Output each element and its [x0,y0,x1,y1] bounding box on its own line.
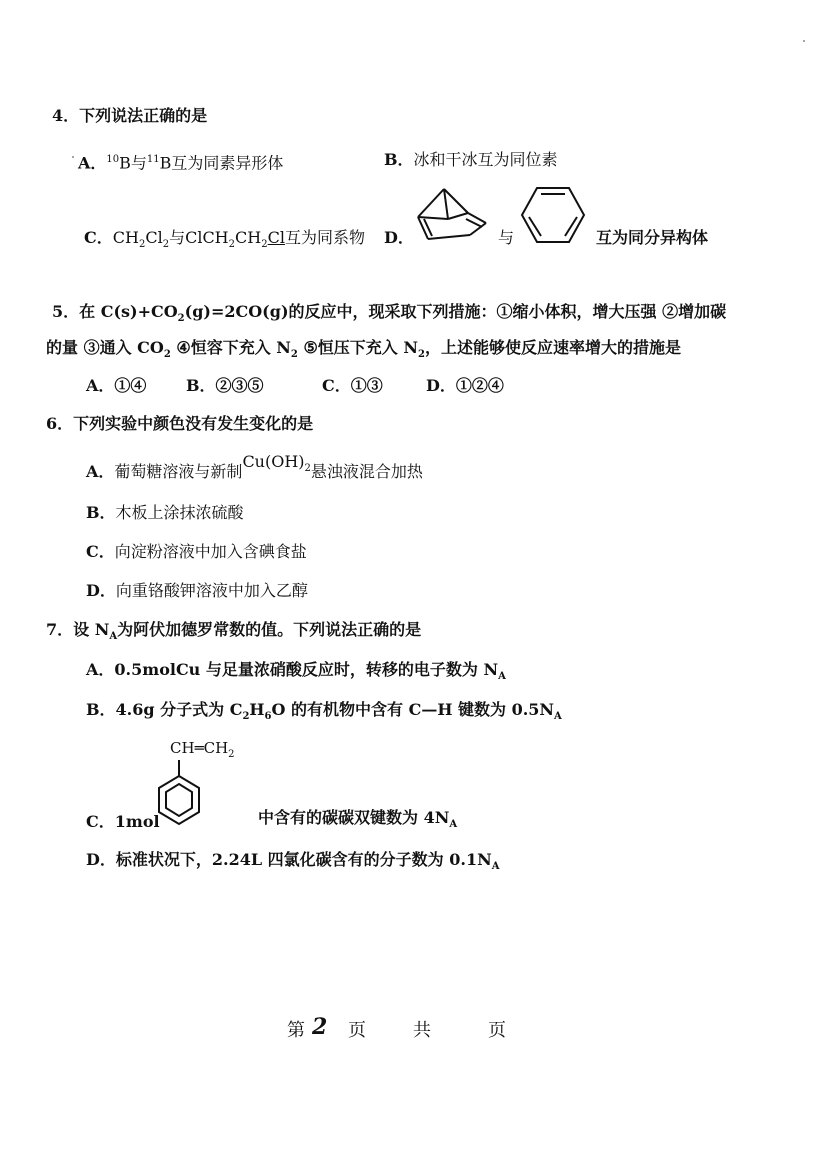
q5-stem-f: ，上述能够使反应速率增大的措施是 [424,338,681,357]
q6-d-text: 向重铬酸钾溶液中加入乙醇 [115,581,308,600]
q4-d-mid: 与 [498,228,515,247]
q5-option-b[interactable] [186,376,264,396]
q5-d-text: ①②④ [455,376,504,395]
scan-speck [72,156,74,158]
scan-speck [803,40,805,42]
q4-option-a[interactable] [78,150,283,173]
q6-option-d[interactable] [86,581,308,601]
q4-a-sup2: 11 [146,154,160,165]
q7-stem-a: 7．设 N [46,620,110,639]
q7-a-sub: A [498,671,506,683]
footer-page-number: 2 [312,1014,328,1040]
q5-stem-e: ⑤恒压下充入 N [297,338,419,357]
q6-option-a[interactable] [86,452,423,489]
q5-a-text: ①④ [114,376,147,395]
q5-d-label: D． [426,376,456,395]
q5-option-a[interactable] [86,376,146,396]
q6-a-pre: 葡萄糖溶液与新制 [114,462,243,481]
q5-sub: 2 [163,349,171,361]
q7-option-a[interactable] [86,660,506,687]
q7-c-post: 中含有的碳碳双键数为 4N [258,808,450,827]
q4-a-mid2: B互为同素异形体 [159,153,284,173]
q7-d-label: D． [86,850,116,869]
q7-b-pre: 4.6g 分子式为 C [115,700,243,719]
q5-stem-line2 [46,338,681,365]
q4-b-text: 冰和干冰互为同位素 [413,150,558,169]
q7-c-vinyl-sub: 2 [228,749,235,760]
styrene-structure-icon [157,758,205,834]
q7-c-vinyl-ch: CH [170,739,195,757]
footer-gong: 共 [413,1020,431,1041]
q5-a-label: A． [86,376,115,395]
q6-option-b[interactable] [86,503,244,523]
q6-c-text: 向淀粉溶液中加入含碘食盐 [114,542,307,561]
q7-b-post: O 的有机物中含有 C—H 键数为 0.5N [271,700,555,719]
q7-a-label: A． [86,660,115,679]
q5-sub: 2 [418,349,425,361]
q7-option-c[interactable] [86,812,160,832]
q4-option-b[interactable] [384,150,558,170]
q7-option-b[interactable] [86,700,562,727]
q7-stem [46,620,421,647]
q4-a-mid1: B与 [119,153,147,173]
q4-c-tail: 互为同系物 [284,228,365,247]
q6-d-label: D． [86,581,116,600]
q7-c-text [258,808,457,835]
q7-d-text: 标准状况下，2.24L 四氯化碳含有的分子数为 0.1N [115,850,492,869]
q7-a-text: 0.5molCu 与足量浓硝酸反应时，转移的电子数为 N [114,660,499,679]
q7-c-label: C． [86,812,115,831]
q4-option-c[interactable] [84,228,365,255]
q7-c-pre: 1mol [114,812,160,831]
q5-stem-b: (g)=2CO(g)的反应中，现采取下列措施：①缩小体积，增大压强 ②增加碳 [184,302,727,321]
q7-b-mid: H [249,700,265,719]
q5-stem-line1 [52,302,726,329]
footer-ye2: 页 [488,1020,506,1041]
q4-c-formula2: ClCH [185,228,229,247]
q4-d-tail: 互为同分异构体 [596,228,709,247]
norbornadiene-structure-icon [410,183,492,247]
q4-c-formula2c: Cl [267,228,285,247]
q6-c-label: C． [86,542,115,561]
q5-sub: 2 [177,313,185,325]
q4-c-mid: 与 [169,228,186,247]
q6-a-formula-wrap [242,452,311,475]
q5-b-label: B． [186,376,216,395]
q6-b-label: B． [86,503,116,522]
benzene-structure-icon [520,186,586,244]
q7-option-d[interactable] [86,850,499,877]
q7-stem-sub: A [109,631,118,643]
q7-b-sub: 2 [242,711,250,723]
q5-stem-a: 5．在 C(s)+CO [52,302,178,321]
q6-stem: 6．下列实验中颜色没有发生变化的是 [46,414,314,433]
q6-a-formula: Cu(OH) [242,452,305,471]
footer-ye1: 页 [348,1020,366,1041]
q4-d-label: D． [384,228,414,247]
q4-c-sub: 2 [228,239,236,251]
q7-c-vinyl-ch2: CH [203,739,229,757]
q6-a-formula-sub: 2 [304,463,311,475]
q4-c-formula1: CH [112,228,139,247]
q4-b-label: B． [384,150,414,169]
q7-b-label: B． [86,700,116,719]
q5-c-label: C． [322,376,351,395]
q7-d-sub: A [491,861,500,873]
q4-a-label: A． [78,153,107,173]
q7-c-vinyl-eq: ═ [194,739,204,757]
q6-a-label: A． [86,462,115,481]
q7-b-sub: A [554,711,562,723]
q4-c-sub: 2 [261,239,268,251]
q7-c-sub: A [449,819,458,831]
q6-a-post: 悬浊液混合加热 [310,462,423,481]
q6-b-text: 木板上涂抹浓硫酸 [115,503,244,522]
q4-c-formula1b: Cl [145,228,163,247]
q4-c-sub: 2 [162,239,170,251]
q4-stem: 4．下列说法正确的是 [52,106,208,125]
q7-stem-b: 为阿伏加德罗常数的值。下列说法正确的是 [117,620,422,639]
footer-di: 第 [287,1020,305,1041]
q5-stem-c: 的量 ③通入 CO [46,338,164,357]
q5-b-text: ②③⑤ [215,376,264,395]
q4-a-sup1: 10 [106,154,120,165]
q4-c-label: C． [84,228,113,247]
q5-option-c[interactable] [322,376,383,396]
q6-option-c[interactable] [86,542,307,562]
q4-c-formula2b: CH [235,228,262,247]
q4-c-sub: 2 [138,239,146,251]
q5-option-d[interactable] [426,376,504,396]
q5-c-text: ①③ [350,376,383,395]
q5-sub: 2 [290,349,298,361]
q5-stem-d: ④恒容下充入 N [170,338,291,357]
q7-b-sub: 6 [264,711,272,723]
